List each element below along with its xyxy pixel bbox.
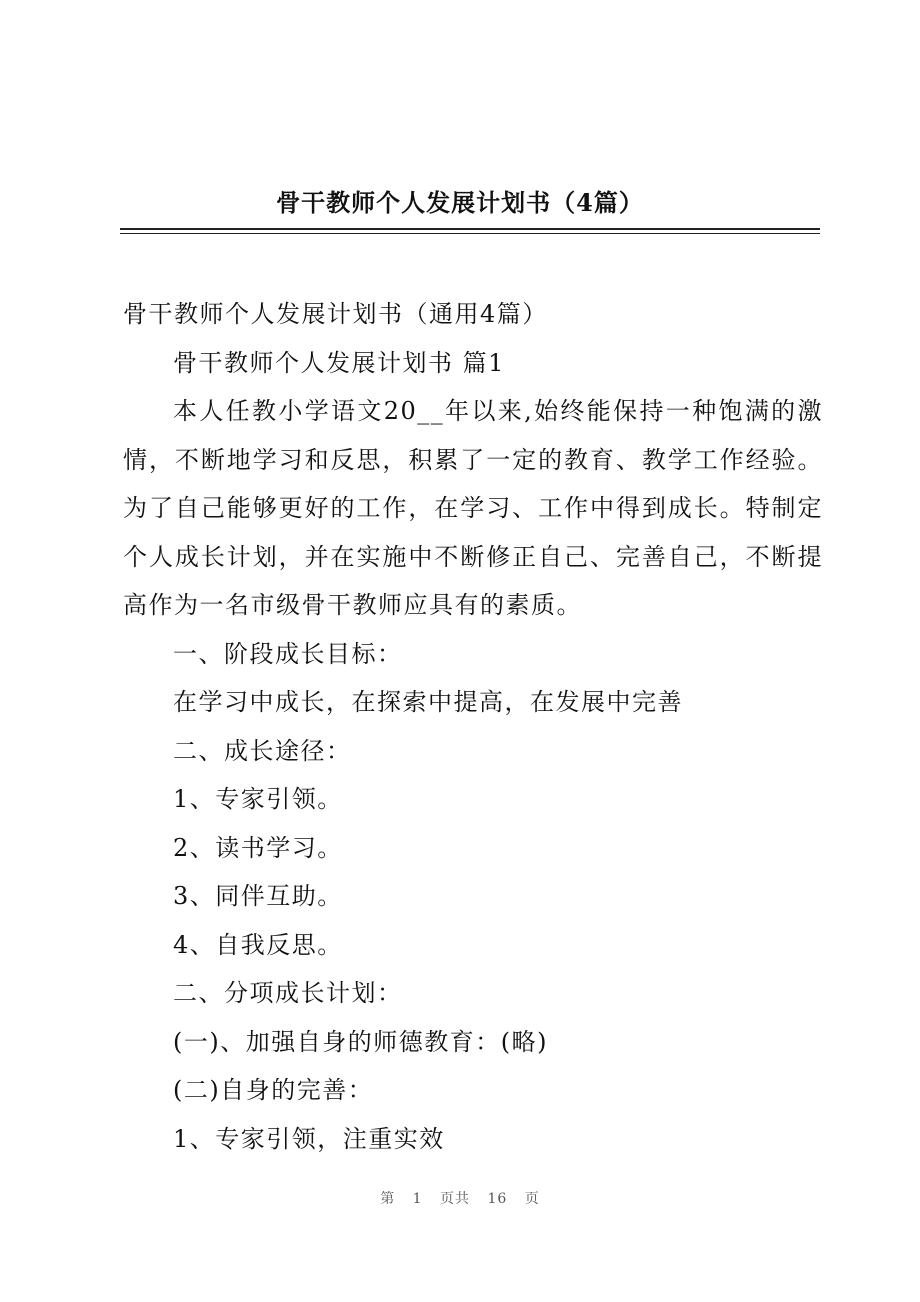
list-item: 4、自我反思。 xyxy=(173,930,343,959)
document-subtitle: 骨干教师个人发展计划书（通用4篇） xyxy=(123,300,548,328)
intro-paragraph: 本人任教小学语文20__年以来,始终能保持一种饱满的激情，不断地学习和反思，积累了一定的教育、教学工作经验。为了自己能够更好的工作，在学习、工作中得到成长。特制定个人成长计划，并在实施中不断修正自己、完善自己，不断提高作为一名市级骨干教师应具有的素质。 xyxy=(123,397,823,619)
title-underline-thick xyxy=(120,228,820,230)
list-item: 2、读书学习。 xyxy=(173,833,343,862)
document-title: 骨干教师个人发展计划书（4篇） xyxy=(276,188,644,217)
list-item: 1、专家引领。 xyxy=(173,785,343,813)
sub-item: (二)自身的完善： xyxy=(173,1076,374,1104)
footer-total-pages: 16 xyxy=(487,1191,508,1207)
sub-item: (一)、加强自身的师德教育：(略) xyxy=(173,1027,548,1056)
page-footer xyxy=(0,1188,920,1208)
growth-plan-heading: 二、分项成长计划： xyxy=(173,979,403,1007)
title-underline-thin xyxy=(120,233,820,234)
footer-prefix: 第 xyxy=(380,1191,396,1207)
stage-goal-heading: 一、阶段成长目标： xyxy=(173,639,403,668)
list-item: 1、专家引领，注重实效 xyxy=(173,1124,445,1153)
footer-page-number: 1 xyxy=(412,1191,423,1207)
section-heading: 骨干教师个人发展计划书 篇1 xyxy=(173,348,505,377)
document-body xyxy=(123,290,823,1163)
stage-goal-text: 在学习中成长，在探索中提高，在发展中完善 xyxy=(173,688,683,716)
list-item: 3、同伴互助。 xyxy=(173,882,343,910)
growth-path-heading: 二、成长途径： xyxy=(173,736,352,765)
footer-suffix: 页 xyxy=(524,1191,540,1207)
footer-middle: 页共 xyxy=(440,1191,471,1207)
